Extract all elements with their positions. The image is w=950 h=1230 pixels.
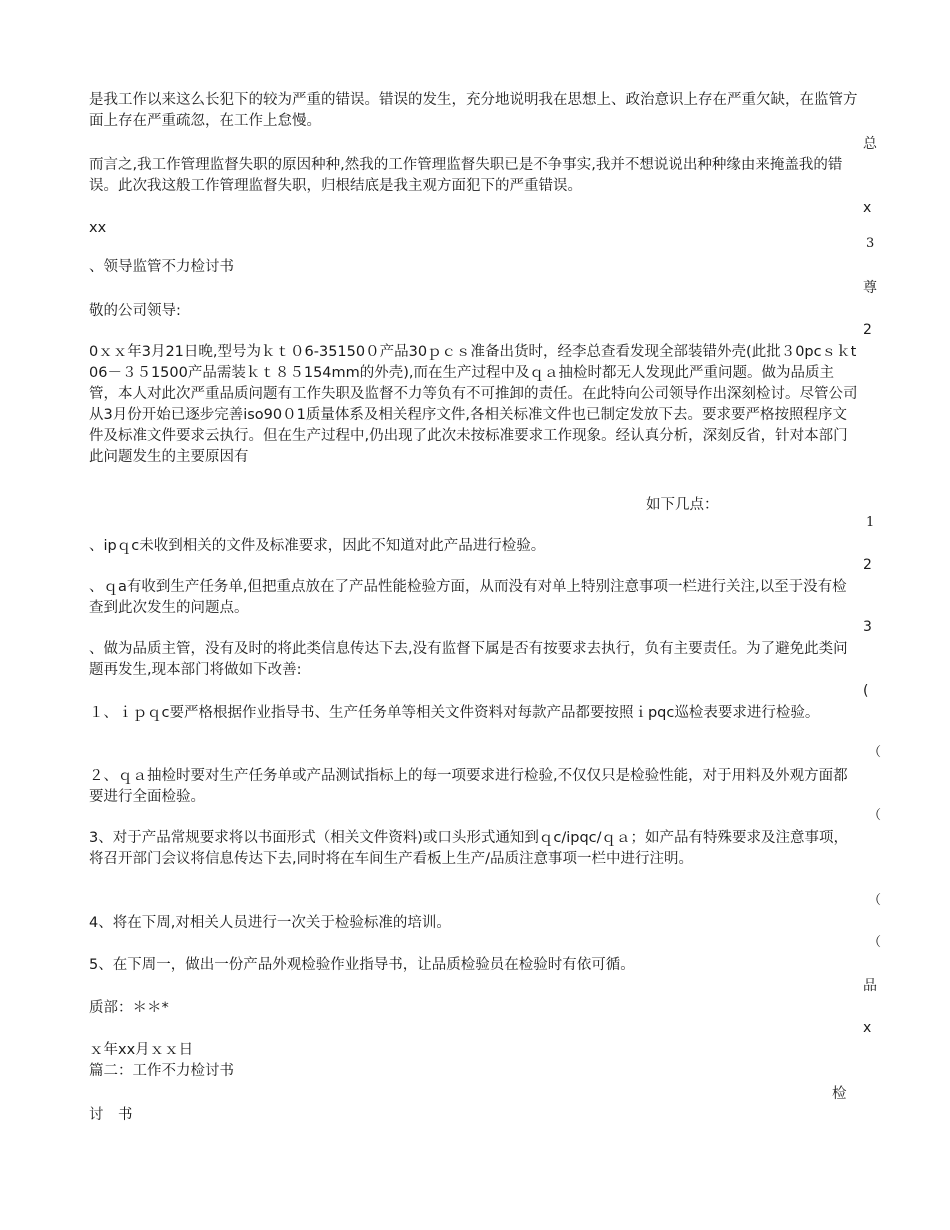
margin-note: （ [868,893,882,908]
margin-note: 2 [863,322,872,338]
points-intro: 如下几点： [646,497,719,513]
title-part-1: 检 [832,1086,847,1102]
chapter-title: 篇二：工作不力检讨书 [89,1063,234,1079]
point-1: 、ipｑc未收到相关的文件及标准要求，因此不知道对此产品进行检验。 [89,538,546,554]
section-heading: 、领导监管不力检讨书 [89,259,234,275]
margin-note: x [863,200,872,216]
margin-note: 1 [866,515,875,530]
margin-note: 品 [863,978,877,994]
point-3: 、做为品质主管，没有及时的将此类信息传达下去,没有监督下属是否有按要求去执行，负有主要责任。为了避免此类问题再发生,现本部门将做如下改善: [89,641,848,678]
improvement-5: 5、在下周一，做出一份产品外观检验作业指导书，让品质检验员在检验时有依可循。 [89,957,635,973]
salutation: 敬的公司领导: [89,303,181,319]
improvement-3: 3、对于产品常规要求将以书面形式（相关文件资料)或口头形式通知到ｑc/ipqc/ｑａ；如产品有特殊要求及注意事项，将召开部门会议将信息传达下去,同时将在车间生产看板上生产/品质注意事项一栏中进行注明。 [89,830,849,867]
margin-note: 3 [863,619,872,635]
margin-note: x [863,1020,872,1036]
title-part-2: 讨 书 [89,1107,133,1123]
signature-date: ｘ年xx月ｘｘ日 [89,1042,194,1058]
point-2: 、ｑa有收到生产任务单,但把重点放在了产品性能检验方面，从而没有对单上特别注意事项一栏进行关注,以至于没有检查到此次发生的问题点。 [89,579,847,616]
paragraph-2: 而言之,我工作管理监督失职的原因种种,然我的工作管理监督失职已是不争事实,我并不想说说出种种缘由来掩盖我的错误。此次我这般工作管理监督失职，归根结底是我主观方面犯下的严重错误。 [89,157,843,194]
margin-note: （ [868,808,882,823]
margin-note: 总 [863,136,877,152]
signature-dept: 质部：＊＊* [89,1000,169,1016]
margin-note: （ [868,935,882,950]
body-paragraph: 0ｘｘ年3月21日晚,型号为ｋｔ０6-35150０产品30ｐｃｓ准备出货时，经李总查看发现全部装错外壳(此批３0pcｓｋt06－３５1500产品需装ｋｔ８５154mm的外壳),而在生产过程中及ｑａ抽检时都无人发现此严重问题。做为品质主管，本人对此次严重品质问题有工作失职及监督不力等负有不可推卸的责任。在此特向公司领导作出深刻检讨。尽管公司从3月份开始已逐步完善iso90０1质量体系及相关程序文件,各相关标准文件也已制定发放下去。要求要严格按照程序文件及标准文件要求云执行。但在生产过程中,仍出现了此次未按标准要求工作现象。经认真分析，深刻反省，针对本部门此问题发生的主要原因有 [89,344,858,465]
margin-note: 2 [863,557,872,573]
paragraph-3: xx [89,220,107,236]
margin-note: ( [863,683,869,699]
improvement-1: １、ｉｐｑc要严格根据作业指导书、生产任务单等相关文件资料对每款产品都要按照ｉpqc巡检表要求进行检验。 [89,705,820,721]
margin-note: 3 [866,236,875,251]
improvement-4: 4、将在下周,对相关人员进行一次关于检验标准的培训。 [89,915,451,931]
improvement-2: ２、ｑａ抽检时要对生产任务单或产品测试指标上的每一项要求进行检验,不仅仅只是检验性能，对于用料及外观方面都要进行全面检验。 [89,768,848,805]
margin-note: 尊 [863,280,877,296]
paragraph-1: 是我工作以来这么长犯下的较为严重的错误。错误的发生，充分地说明我在思想上、政治意识上存在严重欠缺，在监管方面上存在严重疏忽，在工作上怠慢。 [89,92,858,129]
margin-note: （ [868,745,882,760]
